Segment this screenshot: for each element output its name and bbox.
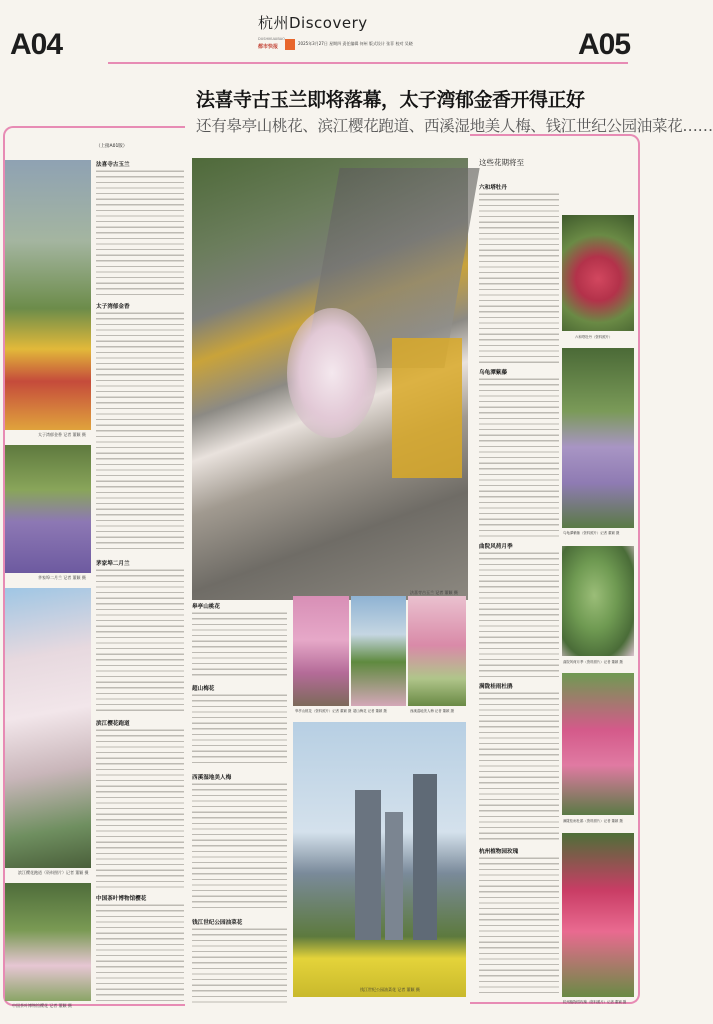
caption-tea-museum: 中国茶叶博物馆樱花 记者 董颖 摄	[12, 1003, 72, 1008]
section-taizi-tulip: 太子湾郁金香	[96, 304, 130, 310]
photo-quyuan-rose	[562, 546, 634, 656]
photo-liuhe-peony	[562, 215, 634, 331]
caption-gaotingshan: 皋亭山桃花（资料照片）记者 董颖 摄	[295, 709, 352, 713]
section-quyuan-rose: 曲院风荷月季	[479, 544, 513, 550]
section-manjuegui-azalea: 满陇桂雨杜鹃	[479, 684, 513, 690]
section-upcoming: 这些花期将至	[479, 158, 524, 167]
text-block-1	[96, 169, 184, 297]
caption-quyuan: 曲院风荷月季（资料照片）记者 董颖 摄	[563, 660, 623, 664]
text-block-7	[192, 693, 287, 767]
section-binjiang: 滨江樱花跑道	[96, 721, 130, 727]
section-qianjiang: 钱江世纪公园油菜花	[192, 920, 243, 926]
caption-taizi: 太子湾郁金香 记者 董颖 摄	[38, 432, 86, 437]
page-number-left: A04	[10, 28, 63, 61]
caption-chaoshan: 超山梅花 记者 董颖 摄	[353, 709, 387, 713]
caption-botanical: 杭州植物园玫瑰（资料照片）记者 董颖 摄	[563, 1000, 627, 1004]
photo-manjuegui-azalea	[562, 673, 634, 815]
photo-gaotingshan-peach	[293, 596, 349, 706]
text-block-10	[479, 192, 559, 364]
text-block-14	[479, 856, 559, 996]
photo-qianjiang-rapeseed	[293, 722, 466, 997]
section-fasi-magnolia: 法喜寺古玉兰	[96, 162, 130, 168]
caption-maojiabu: 茅家埠二月兰 记者 董颖 摄	[38, 575, 86, 580]
text-block-8	[192, 782, 287, 912]
caption-liuhe: 六和塔牡丹（资料照片）	[575, 335, 613, 339]
caption-binjiang: 滨江樱花跑道（资料照片）记者 董颖 摄	[18, 870, 89, 875]
photo-taizi-tulips	[5, 160, 91, 430]
temple-wall	[392, 338, 462, 478]
brand-logo-icon	[285, 39, 295, 50]
lead-label: （上接A01版）	[96, 144, 128, 149]
header-rule	[108, 62, 628, 64]
section-maojiabu: 茅家埠二月兰	[96, 561, 130, 567]
text-block-6	[192, 611, 287, 679]
photo-chaoshan-plum	[351, 596, 406, 706]
tower-3	[413, 774, 437, 940]
magnolia-tree	[287, 308, 377, 438]
section-gaotingshan: 皋亭山桃花	[192, 604, 220, 610]
photo-tea-museum-cherry	[5, 883, 91, 1001]
brand-cn: 都市快报	[258, 44, 279, 50]
photo-maojiabu-orychophragmus	[5, 445, 91, 573]
photo-wuguitan-wisteria	[562, 348, 634, 528]
caption-manjuegui: 满陇桂雨杜鹃（资料照片）记者 董颖 摄	[563, 819, 623, 823]
photo-xixi-meiren-plum	[408, 596, 466, 706]
text-block-3	[96, 568, 184, 714]
text-block-2	[96, 311, 184, 553]
text-block-13	[479, 691, 559, 841]
section-xixi: 西溪湿地美人梅	[192, 775, 232, 781]
headline-sub: 还有皋亭山桃花、滨江樱花跑道、西溪湿地美人梅、钱江世纪公园油菜花……	[196, 117, 713, 135]
brand-en: DUSHIKUAIBAO	[258, 37, 285, 41]
tower-2	[385, 812, 403, 940]
page-number-right: A05	[578, 28, 631, 61]
text-block-5	[96, 903, 184, 1003]
headline-main: 法喜寺古玉兰即将落幕，太子湾郁金香开得正好	[196, 89, 585, 111]
tower-1	[355, 790, 381, 940]
section-liuhe-peony: 六和塔牡丹	[479, 185, 507, 191]
text-block-9	[192, 927, 287, 1003]
issue-meta: 2025年3月27日 星期四 责任编辑 何州 版式设计 张菲 校对 吴晓	[298, 41, 413, 46]
section-botanical-rose: 杭州植物园玫瑰	[479, 849, 519, 855]
photo-binjiang-cherry	[5, 588, 91, 868]
section-title: 杭州Discovery	[258, 14, 368, 32]
text-block-4	[96, 728, 184, 888]
caption-xixi: 西溪湿地美人梅 记者 董颖 摄	[410, 709, 454, 713]
text-block-11	[479, 377, 559, 537]
section-chaoshan: 超山梅花	[192, 686, 215, 692]
caption-wuguitan: 乌龟潭紫藤（资料照片）记者 董颖 摄	[563, 531, 620, 535]
photo-fasi-temple-aerial	[192, 158, 468, 600]
text-block-12	[479, 551, 559, 677]
photo-botanical-rose	[562, 833, 634, 997]
section-tea-museum: 中国茶叶博物馆樱花	[96, 896, 147, 902]
section-wuguitan-wisteria: 乌龟潭紫藤	[479, 370, 507, 376]
caption-fasi: 法喜寺古玉兰 记者 董颖 摄	[410, 590, 458, 595]
caption-qianjiang: 钱江世纪公园油菜花 记者 董颖 摄	[360, 987, 420, 992]
